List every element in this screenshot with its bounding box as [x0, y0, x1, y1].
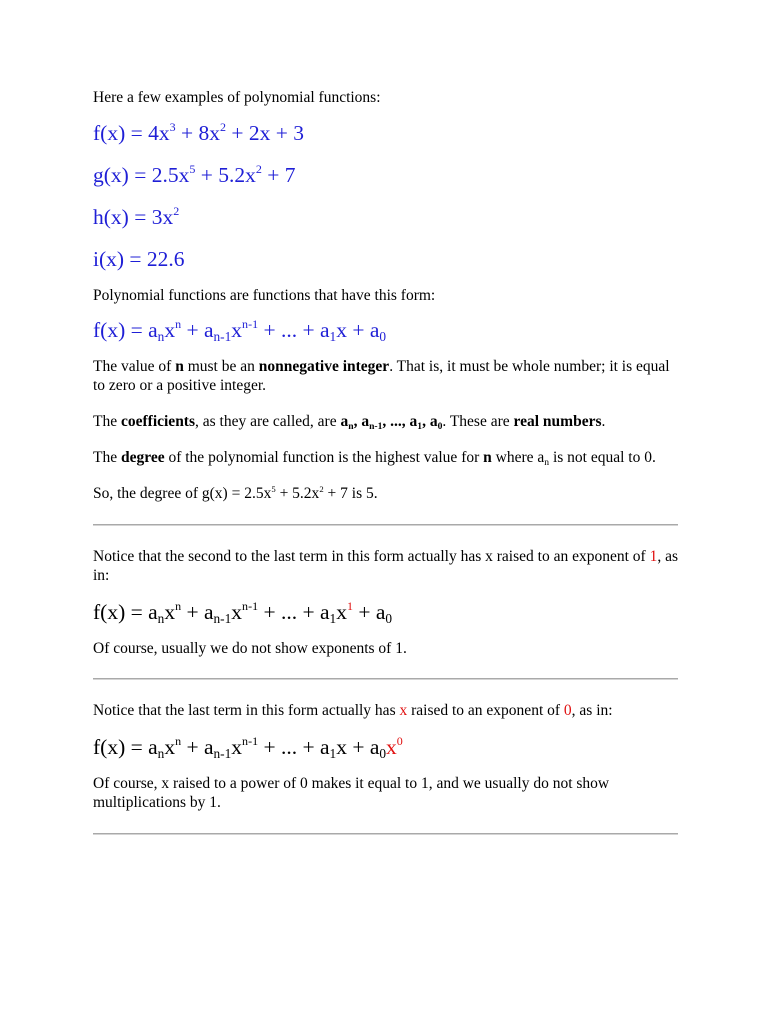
divider-2 — [93, 678, 678, 680]
note-exponent-zero: Of course, x raised to a power of 0 makes it equal to 1, and we usually do not show multiplications by 1. — [93, 775, 610, 811]
document-page — [93, 86, 678, 835]
example-i: i(x) = 22.6 — [93, 247, 185, 271]
paragraph-value-of-n: The value of n must be an nonnegative integer. That is, it must be whole number; it is equal to zero or a positive integer. — [93, 358, 670, 394]
notice-last-term: Notice that the last term in this form actually has x raised to an exponent of 0, as in: — [93, 702, 613, 719]
note-exponent-one: Of course, usually we do not show exponents of 1. — [93, 640, 407, 657]
paragraph-degree: The degree of the polynomial function is the highest value for n where $a_n$ is not equal to 0. — [93, 449, 656, 469]
intro-text: Here a few examples of polynomial functions: — [93, 89, 381, 106]
form-with-exponent-one: $f(x) = a_nx^n + a_{n-1}x^{n-1}$ + ... + $a_1x^1 + a_0$ — [93, 599, 393, 627]
paragraph-coefficients: The coefficients, as they are called, are $a_n$, $a_{n-1}$, ..., $a_1$, $a_0$. These are real numbers. — [93, 413, 606, 433]
form-with-exponent-zero: $f(x) = a_nx^n + a_{n-1}x^{n-1}$ + ... + $a_1x + a_0x^0$ — [93, 734, 403, 762]
general-form-equation: $f(x) = a_nx^n + a_{n-1}x^{n-1}$ + ... + $a_1x + a_0$ — [93, 317, 387, 345]
example-g: $g(x) = 2.5x^5 + 5.2x^2 + 7$ — [93, 162, 296, 187]
paragraph-degree-example: So, the degree of $g(x) = 2.5x^5 + 5.2x^2 + 7$ is 5. — [93, 483, 378, 502]
notice-second-to-last: Notice that the second to the last term in this form actually has x raised to an exponent of 1, as in: — [93, 548, 678, 584]
divider-1 — [93, 524, 678, 526]
form-intro-text: Polynomial functions are functions that have this form: — [93, 287, 436, 304]
example-f: $f(x) = 4x^3 + 8x^2 + 2x + 3$ — [93, 120, 305, 145]
example-h: $h(x) = 3x^2$ — [93, 204, 180, 229]
divider-3 — [93, 833, 678, 835]
